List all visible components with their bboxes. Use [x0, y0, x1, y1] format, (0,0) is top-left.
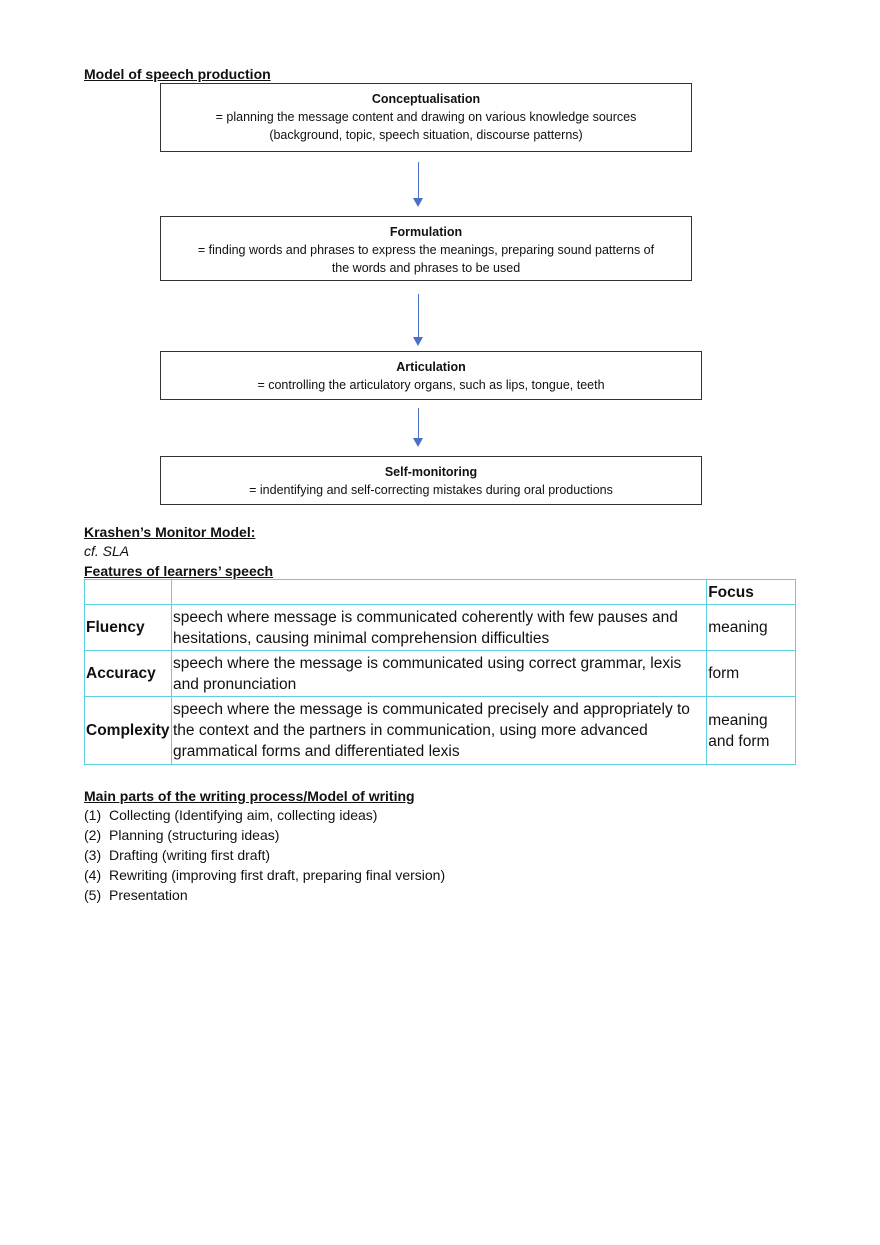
row-focus: meaning and form: [707, 697, 796, 765]
table-header-cell: [85, 580, 172, 605]
flow-arrow-3: [413, 408, 423, 447]
writing-steps-list: [84, 805, 445, 905]
list-item: [84, 805, 445, 825]
row-label: Accuracy: [85, 651, 172, 697]
writing-heading: Main parts of the writing process/Model of writing: [84, 788, 415, 804]
box-desc-line: the words and phrases to be used: [331, 261, 521, 275]
features-heading: Features of learners’ speech: [84, 563, 274, 579]
step-number: (3): [84, 847, 102, 863]
row-desc: speech where the message is communicated using correct grammar, lexis and pronunciation: [171, 651, 706, 697]
step-number: (1): [84, 807, 102, 823]
flow-box-formulation: [160, 216, 692, 281]
row-desc: speech where message is communicated coherently with few pauses and hesitations, causing minimal comprehension difficulties: [171, 605, 706, 651]
box-desc-line: = finding words and phrases to express the meanings, preparing sound patterns of: [197, 243, 655, 257]
box-desc-line: = controlling the articulatory organs, such as lips, tongue, teeth: [257, 378, 605, 392]
flow-arrow-2: [413, 294, 423, 346]
row-focus: form: [707, 651, 796, 697]
row-label: Fluency: [85, 605, 172, 651]
step-text: Rewriting (improving first draft, preparing final version): [109, 867, 446, 883]
speech-model-heading: Model of speech production: [84, 66, 271, 82]
list-item: [84, 845, 445, 865]
step-text: Collecting (Identifying aim, collecting ideas): [109, 807, 378, 823]
krashen-heading: Krashen’s Monitor Model:: [84, 524, 256, 540]
box-desc-line: = planning the message content and drawing on various knowledge sources: [215, 110, 637, 124]
row-focus: meaning: [707, 605, 796, 651]
table-row: [85, 651, 796, 697]
step-text: Planning (structuring ideas): [109, 827, 280, 843]
table-header-row: [85, 580, 796, 605]
table-row: [85, 605, 796, 651]
flow-box-conceptualisation: [160, 83, 692, 152]
flow-box-articulation: [160, 351, 702, 400]
step-text: Drafting (writing first draft): [109, 847, 271, 863]
features-table: [84, 579, 796, 765]
flow-arrow-1: [413, 162, 423, 207]
flow-box-self-monitoring: [160, 456, 702, 505]
box-title: Formulation: [389, 225, 463, 239]
krashen-note: cf. SLA: [84, 543, 130, 559]
box-desc-line: (background, topic, speech situation, discourse patterns): [269, 128, 583, 142]
table-row: [85, 697, 796, 765]
step-text: Presentation: [109, 887, 188, 903]
table-header-cell: [171, 580, 706, 605]
box-title: Articulation: [396, 360, 466, 374]
row-desc: speech where the message is communicated precisely and appropriately to the context and the partners in communication, using more advanced grammatical forms and differentiated lexis: [171, 697, 706, 765]
list-item: [84, 825, 445, 845]
row-label: Complexity: [85, 697, 172, 765]
step-number: (5): [84, 887, 102, 903]
list-item: [84, 885, 445, 905]
step-number: (4): [84, 867, 102, 883]
box-desc-line: = indentifying and self-correcting mistakes during oral productions: [249, 483, 613, 497]
step-number: (2): [84, 827, 102, 843]
list-item: [84, 865, 445, 885]
box-title: Conceptualisation: [371, 92, 481, 106]
box-title: Self-monitoring: [384, 465, 478, 479]
table-header-focus: Focus: [707, 580, 796, 605]
